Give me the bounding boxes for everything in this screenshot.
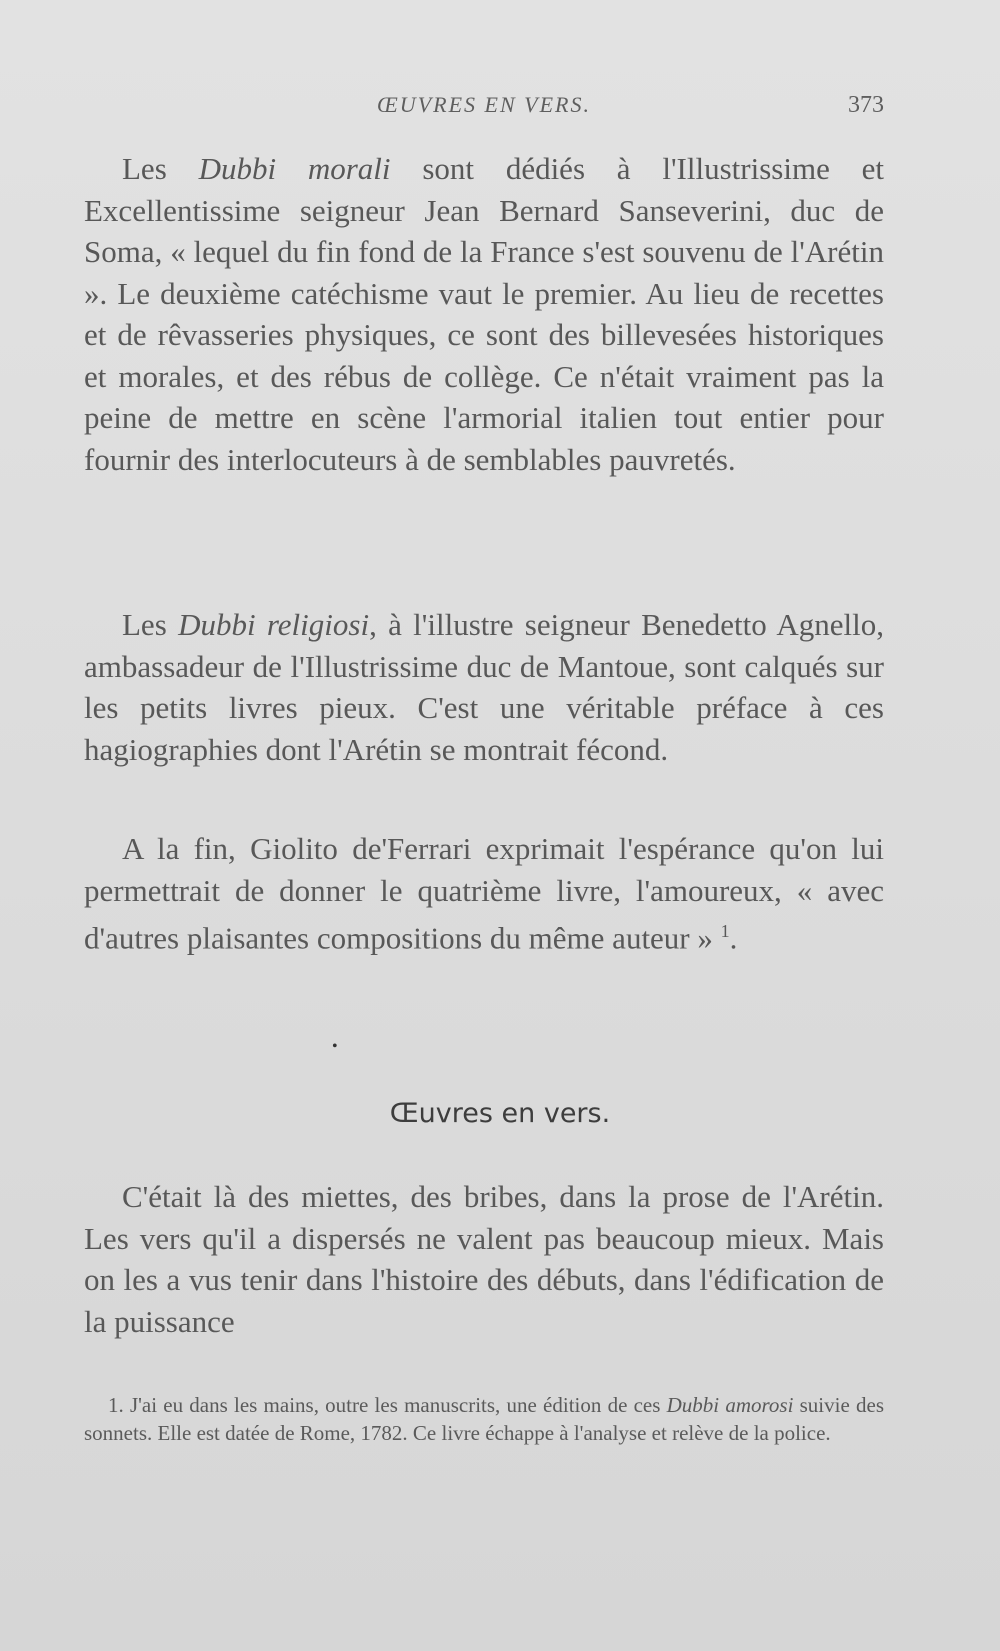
footnote-reference: 1: [720, 921, 730, 941]
italic-title: Dubbi morali: [198, 151, 391, 186]
paragraph-text: , à l'illustre seigneur Benedetto Agnello, ambassadeur de l'Illustrissime duc de Mantoue, sont calqués sur les petits livres pieux. C'est une véritable préface à ces hagiographies dont l'Arétin se montrait fécond.: [84, 607, 884, 767]
paragraph-text: Les: [122, 607, 179, 642]
paragraph-oeuvres-en-vers: C'était là des miettes, des bribes, dans la prose de l'Arétin. Les vers qu'il a dispersés ne valent pas beaucoup mieux. Mais on les a vus tenir dans l'histoire des débuts, dans l'édification de la puissance: [84, 1179, 884, 1339]
italic-title: Dubbi amorosi: [666, 1393, 794, 1417]
paragraph-text: A la fin, Giolito de'Ferrari exprimait l'espérance qu'on lui permettrait de donner le quatrième livre, l'amoureux, « avec d'autres plaisantes compositions du même auteur »: [84, 831, 884, 956]
italic-title: Dubbi religiosi: [178, 607, 370, 642]
footnote-text: suivie des sonnets. Elle est datée de Rome, 1782. Ce livre échappe à l'analyse et relève de la police.: [84, 1393, 884, 1445]
footnote-text: 1. J'ai eu dans les mains, outre les manuscrits, une édition de ces: [108, 1393, 667, 1417]
running-head: [84, 92, 884, 122]
paragraph-giolito: [84, 828, 884, 959]
paragraph-text: Les: [122, 151, 199, 186]
running-title: ŒUVRES EN VERS.: [377, 92, 591, 117]
section-heading: Œuvres en vers.: [389, 1098, 611, 1129]
paragraph-dubbi-morali: [84, 148, 884, 480]
paragraph-text: sont dédiés à l'Illustrissime et Excellentissime seigneur Jean Bernard Sanseverini, duc de Soma, « lequel du fin fond de la France s'est souvenu de l'Arétin ». Le deuxième catéchisme vaut le premier. Au lieu de recettes et de rêvasseries physiques, ce sont des billevesées historiques et morales, et des rébus de collège. Ce n'était vraiment pas la peine de mettre en scène l'armorial italien tout entier pour fournir des interlocuteurs à de semblables pauvretés.: [84, 151, 884, 477]
footnote: [84, 1392, 884, 1447]
ornament-mark: •: [332, 1038, 338, 1055]
page-number: 373: [848, 92, 884, 118]
paragraph-text: .: [729, 920, 738, 956]
paragraph-dubbi-religiosi: [84, 604, 884, 770]
